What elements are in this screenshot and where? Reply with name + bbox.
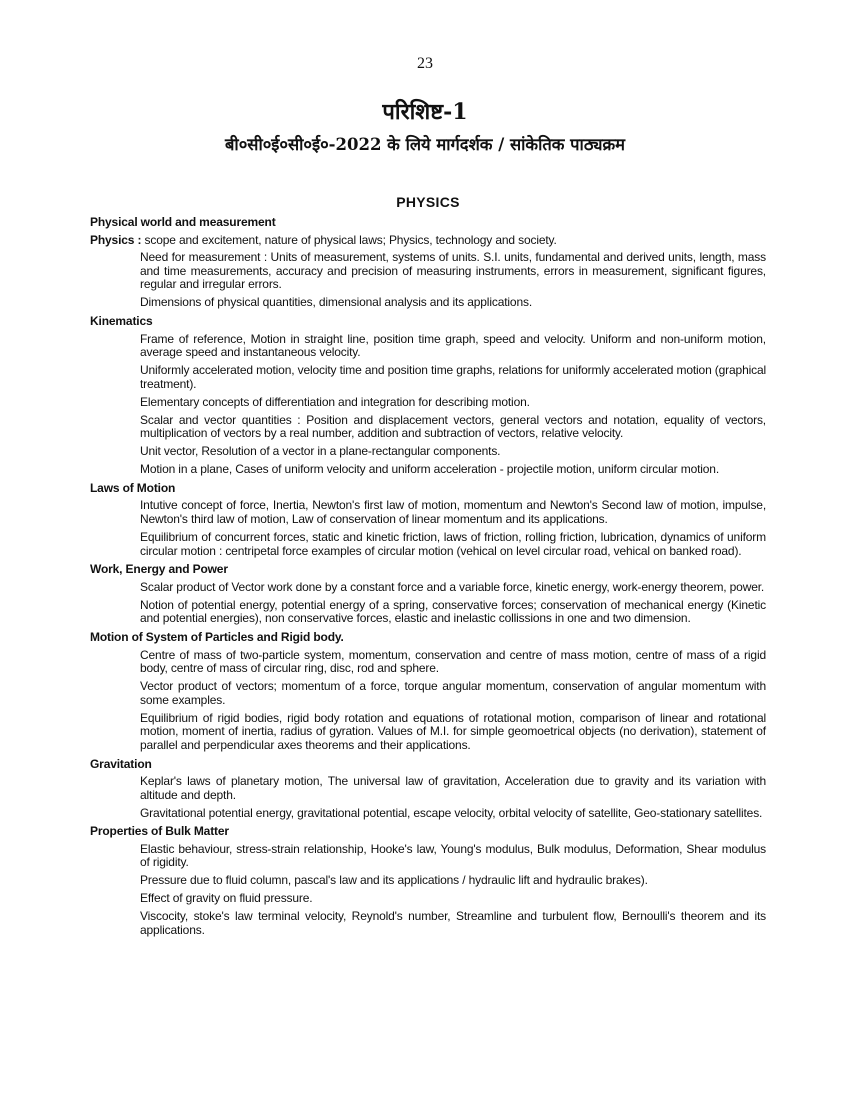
section-bulk-matter: [90, 825, 766, 937]
topic-paragraph: Effect of gravity on fluid pressure.: [140, 891, 313, 906]
intro-text: scope and excitement, nature of physical laws; Physics, technology and society.: [141, 232, 557, 247]
appendix-subtitle: बी०सी०ई०सी०ई०-2022 के लिये मार्गदर्शक / सांकेतिक पाठ्यक्रम: [225, 135, 625, 154]
topic-paragraph: Viscocity, stoke's law terminal velocity, Reynold's number, Streamline and turbulent flow, Bernoulli's theorem and its applications.: [140, 909, 766, 937]
subject-title: PHYSICS: [396, 194, 460, 210]
section-heading: Physical world and measurement: [90, 215, 276, 229]
topic-paragraph: Elementary concepts of differentiation and integration for describing motion.: [140, 394, 530, 409]
topic-paragraph: Need for measurement : Units of measurement, systems of units. S.I. units, fundamental and derived units, length, mass and time measurements, accuracy and precision of measuring instruments, errors in measurement, significant figures, regular and irregular errors.: [140, 250, 766, 292]
section-laws-of-motion: [90, 482, 766, 558]
topic-paragraph: Scalar and vector quantities : Position and displacement vectors, general vectors and notation, equality of vectors, multiplication of vectors by a real number, addition and subtraction of vectors, relative velocity.: [140, 412, 766, 441]
section-heading: Kinematics: [90, 313, 153, 328]
topic-paragraph: Vector product of vectors; momentum of a force, torque angular momentum, conservation of angular momentum with some examples.: [140, 679, 766, 707]
topic-paragraph: Dimensions of physical quantities, dimensional analysis and its applications.: [140, 295, 532, 310]
section-heading: Laws of Motion: [90, 480, 176, 495]
page-number: 23: [417, 55, 433, 72]
topic-paragraph: Gravitational potential energy, gravitational potential, escape velocity, orbital velocity of satellite, Geo-stationary satellites.: [140, 805, 763, 820]
topic-paragraph: Motion in a plane, Cases of uniform velocity and uniform acceleration - projectile motion, uniform circular motion.: [140, 462, 720, 477]
section-kinematics: [90, 315, 766, 477]
topic-paragraph: Equilibrium of concurrent forces, static and kinetic friction, laws of friction, rolling friction, lubrication, dynamics of uniform circular motion : centripetal force examples of circular motion (vehical on level circular road, vehical on banked road).: [140, 530, 766, 558]
topic-paragraph: Notion of potential energy, potential energy of a spring, conservative forces; conservation of mechanical energy (Kinetic and potential energies), non conservative forces, elastic and inelastic collissions in one and two dimension.: [140, 597, 766, 626]
section-heading: Gravitation: [90, 756, 152, 771]
topic-paragraph: Uniformly accelerated motion, velocity time and position time graphs, relations for uniformly accelerated motion (graphical treatment).: [140, 363, 766, 391]
topic-paragraph: Elastic behaviour, stress-strain relationship, Hooke's law, Young's modulus, Bulk modulus, Deformation, Shear modulus of rigidity.: [140, 841, 766, 870]
intro-lead: Physics :: [90, 232, 142, 247]
section-heading: Work, Energy and Power: [90, 562, 228, 577]
topic-paragraph: Centre of mass of two-particle system, momentum, conservation and centre of mass motion, centre of mass of a rigid body, centre of mass of circular ring, disc, rod and sphere.: [140, 647, 766, 676]
topic-paragraph: Pressure due to fluid column, pascal's law and its applications / hydraulic lift and hydraulic brakes).: [140, 873, 648, 888]
section-physical-world: [90, 216, 766, 310]
topic-paragraph: Frame of reference, Motion in straight line, position time graph, speed and velocity. Uniform and non-uniform motion, average speed and instantaneous velocity.: [140, 331, 766, 360]
section-heading: Properties of Bulk Matter: [90, 824, 229, 839]
topic-paragraph: Equilibrium of rigid bodies, rigid body rotation and equations of rotational motion, comparison of linear and rotational motion, moment of inertia, radius of gyration. Values of M.I. for simple geomoetrical objects (no derivation), statement of parallel and perpendicular axes theorems and their applications.: [140, 710, 766, 752]
section-heading: Motion of System of Particles and Rigid body.: [90, 629, 344, 644]
section-work-energy-power: [90, 563, 766, 626]
section-gravitation: [90, 758, 766, 821]
topic-paragraph: Scalar product of Vector work done by a constant force and a variable force, kinetic energy, work-energy theorem, power.: [140, 579, 765, 594]
appendix-title: परिशिष्ट-1: [382, 99, 468, 125]
topic-paragraph: Intutive concept of force, Inertia, Newton's first law of motion, momentum and Newton's Second law of motion, impulse, Newton's third law of motion, Law of conservation of linear momentum and its applications.: [140, 498, 766, 527]
syllabus-content: [90, 216, 766, 942]
topic-paragraph: Unit vector, Resolution of a vector in a plane-rectangular components.: [140, 444, 501, 459]
section-intro: [90, 234, 766, 248]
section-system-of-particles: [90, 631, 766, 753]
topic-paragraph: Keplar's laws of planetary motion, The universal law of gravitation, Acceleration due to gravity and its variation with altitude and depth.: [140, 774, 766, 802]
